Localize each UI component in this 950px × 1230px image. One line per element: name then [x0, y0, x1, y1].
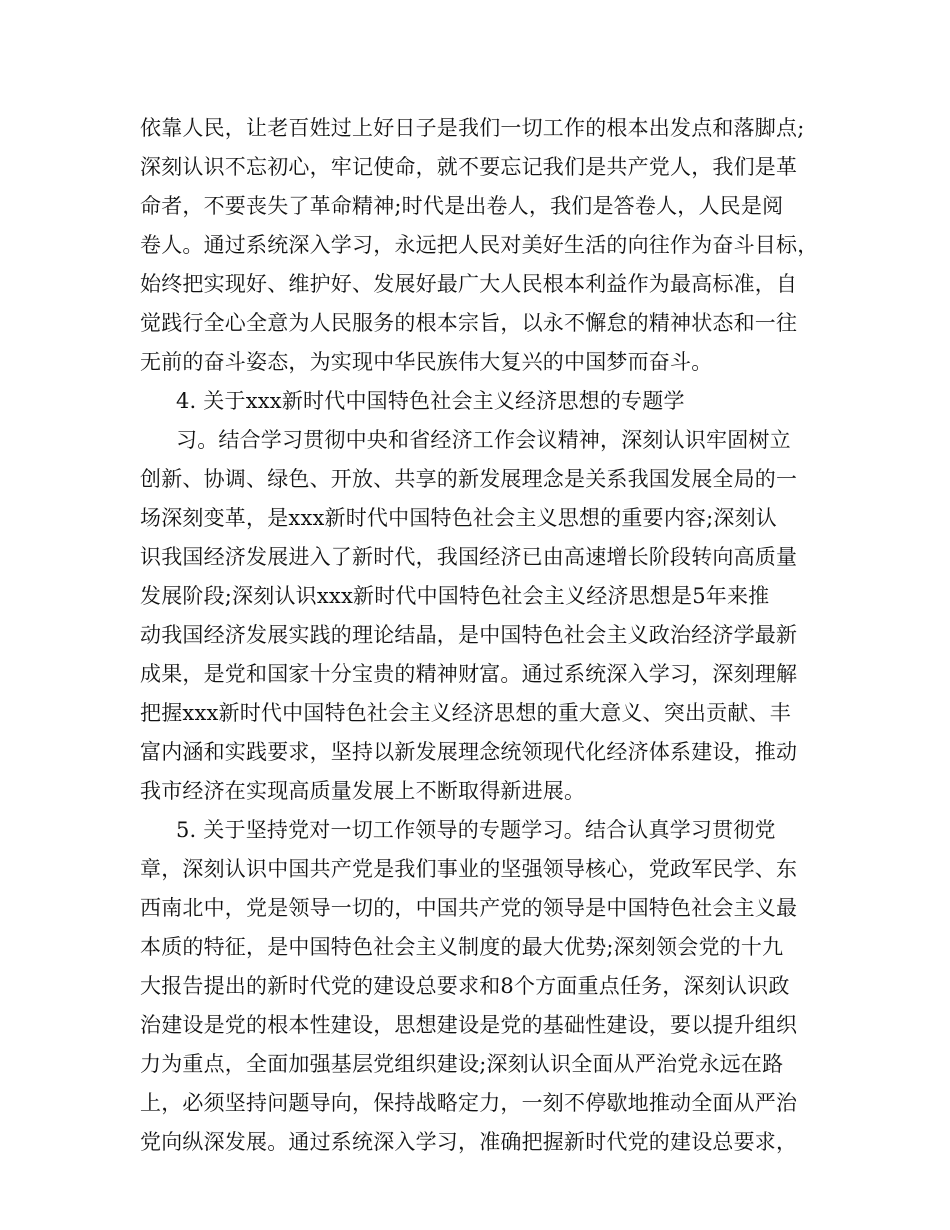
text-line: 始终把实现好、维护好、发展好最广大人民根本利益作为最高标准，自: [140, 272, 798, 296]
text-line: 创新、协调、绿色、开放、共享的新发展理念是关系我国发展全局的一: [140, 467, 798, 491]
text-line: 无前的奋斗姿态，为实现中华民族伟大复兴的中国梦而奋斗。: [140, 350, 713, 374]
text-line: 识我国经济发展进入了新时代，我国经济已由高速增长阶段转向高质量: [140, 545, 798, 569]
text-line: 力为重点，全面加强基层党组织建设;深刻认识全面从严治党永远在路: [140, 1052, 784, 1076]
text-line: 我市经济在实现高质量发展上不断取得新进展。: [140, 779, 586, 803]
text-line: 富内涵和实践要求，坚持以新发展理念统领现代化经济体系建设，推动: [140, 740, 798, 764]
text-line: 大报告提出的新时代党的建设总要求和8个方面重点任务，深刻认识政: [140, 974, 790, 998]
text-line: 依靠人民，让老百姓过上好日子是我们一切工作的根本出发点和落脚点;: [140, 116, 805, 140]
text-line: 场深刻变革，是xxx新时代中国特色社会主义思想的重要内容;深刻认: [140, 506, 778, 530]
text-line: 把握xxx新时代中国特色社会主义经济思想的重大意义、突出贡献、丰: [140, 701, 791, 725]
text-line: 上，必须坚持问题导向，保持战略定力，一刻不停歇地推动全面从严治: [140, 1091, 798, 1115]
section-heading-5: 5. 关于坚持党对一切工作领导的专题学习。结合认真学习贯彻党: [176, 818, 776, 842]
text-line: 卷人。通过系统深入学习，永远把人民对美好生活的向往作为奋斗目标，: [140, 233, 819, 257]
text-line: 觉践行全心全意为人民服务的根本宗旨，以永不懈怠的精神状态和一往: [140, 311, 798, 335]
text-line: 治建设是党的根本性建设，思想建设是党的基础性建设，要以提升组织: [140, 1013, 798, 1037]
text-line: 本质的特征，是中国特色社会主义制度的最大优势;深刻领会党的十九: [140, 935, 784, 959]
text-line: 党向纵深发展。通过系统深入学习，准确把握新时代党的建设总要求，: [140, 1130, 798, 1154]
text-line: 命者，不要丧失了革命精神;时代是出卷人，我们是答卷人，人民是阅: [140, 194, 784, 218]
text-line: 动我国经济发展实践的理论结晶，是中国特色社会主义政治经济学最新: [140, 623, 798, 647]
text-line: 西南北中，党是领导一切的，中国共产党的领导是中国特色社会主义最: [140, 896, 798, 920]
text-line: 章，深刻认识中国共产党是我们事业的坚强领导核心，党政军民学、东: [140, 857, 798, 881]
section-heading-4: 4. 关于xxx新时代中国特色社会主义经济思想的专题学: [176, 389, 685, 413]
text-line: 习。结合学习贯彻中央和省经济工作会议精神，深刻认识牢固树立: [176, 428, 791, 452]
text-line: 深刻认识不忘初心，牢记使命，就不要忘记我们是共产党人，我们是革: [140, 155, 798, 179]
text-line: 成果，是党和国家十分宝贵的精神财富。通过系统深入学习，深刻理解: [140, 662, 798, 686]
text-line: 发展阶段;深刻认识xxx新时代中国特色社会主义经济思想是5年来推: [140, 584, 770, 608]
